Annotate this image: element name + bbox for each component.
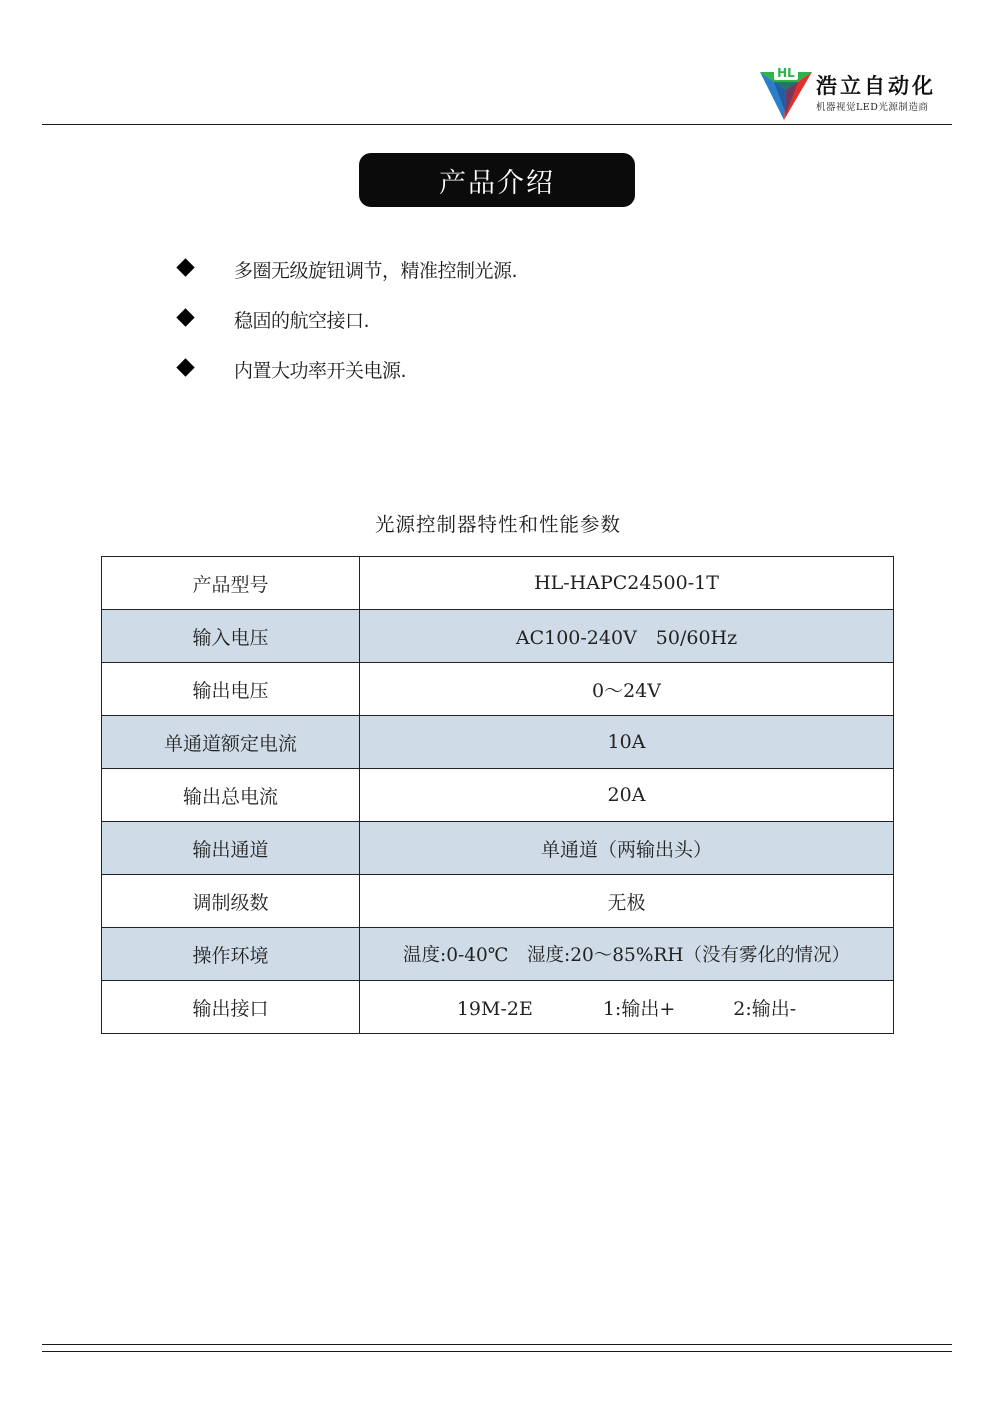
spec-value: 单通道（两输出头） xyxy=(360,822,894,875)
spec-label: 操作环境 xyxy=(102,928,360,981)
spec-label: 输出电压 xyxy=(102,663,360,716)
spec-value: 10A xyxy=(360,716,894,769)
spec-table xyxy=(101,556,894,1034)
table-row xyxy=(102,663,894,716)
table-title: 光源控制器特性和性能参数 xyxy=(374,513,621,536)
table-row xyxy=(102,557,894,610)
section-title-banner xyxy=(359,153,635,207)
spec-label: 调制级数 xyxy=(102,875,360,928)
header-divider xyxy=(42,124,952,125)
spec-value xyxy=(360,981,894,1034)
spec-value: AC100-240V 50/60Hz xyxy=(360,610,894,663)
port-model: 19M-2E xyxy=(456,997,533,1020)
diamond-bullet-icon xyxy=(176,358,194,376)
spec-value: 温度:0-40℃ 湿度:20～85%RH（没有雾化的情况） xyxy=(360,928,894,981)
table-row xyxy=(102,981,894,1034)
diamond-bullet-icon xyxy=(176,308,194,326)
table-row xyxy=(102,769,894,822)
table-row xyxy=(102,822,894,875)
logo-mark-icon xyxy=(760,62,812,122)
spec-label: 单通道额定电流 xyxy=(102,716,360,769)
footer-divider xyxy=(42,1344,952,1345)
diamond-bullet-icon xyxy=(176,258,194,276)
spec-value: 20A xyxy=(360,769,894,822)
table-row xyxy=(102,928,894,981)
feature-text: 稳固的航空接口. xyxy=(234,310,370,332)
spec-label: 输出通道 xyxy=(102,822,360,875)
svg-text:HL: HL xyxy=(777,66,795,80)
spec-label: 输入电压 xyxy=(102,610,360,663)
spec-label: 输出总电流 xyxy=(102,769,360,822)
section-title: 产品介绍 xyxy=(439,167,555,199)
feature-text: 多圈无级旋钮调节，精准控制光源. xyxy=(234,260,518,282)
table-row xyxy=(102,610,894,663)
footer-divider xyxy=(42,1351,952,1352)
spec-label: 产品型号 xyxy=(102,557,360,610)
brand-tagline: 机器视觉LED光源制造商 xyxy=(816,102,929,113)
spec-value: 无极 xyxy=(360,875,894,928)
table-row xyxy=(102,716,894,769)
spec-value: HL-HAPC24500-1T xyxy=(360,557,894,610)
spec-value: 0～24V xyxy=(360,663,894,716)
table-row xyxy=(102,875,894,928)
spec-label: 输出接口 xyxy=(102,981,360,1034)
brand-name: 浩立自动化 xyxy=(816,74,936,98)
company-logo xyxy=(760,62,960,122)
feature-text: 内置大功率开关电源. xyxy=(234,360,407,382)
port-pin-2: 2:输出- xyxy=(733,997,797,1020)
port-pin-1: 1:输出+ xyxy=(602,997,676,1020)
